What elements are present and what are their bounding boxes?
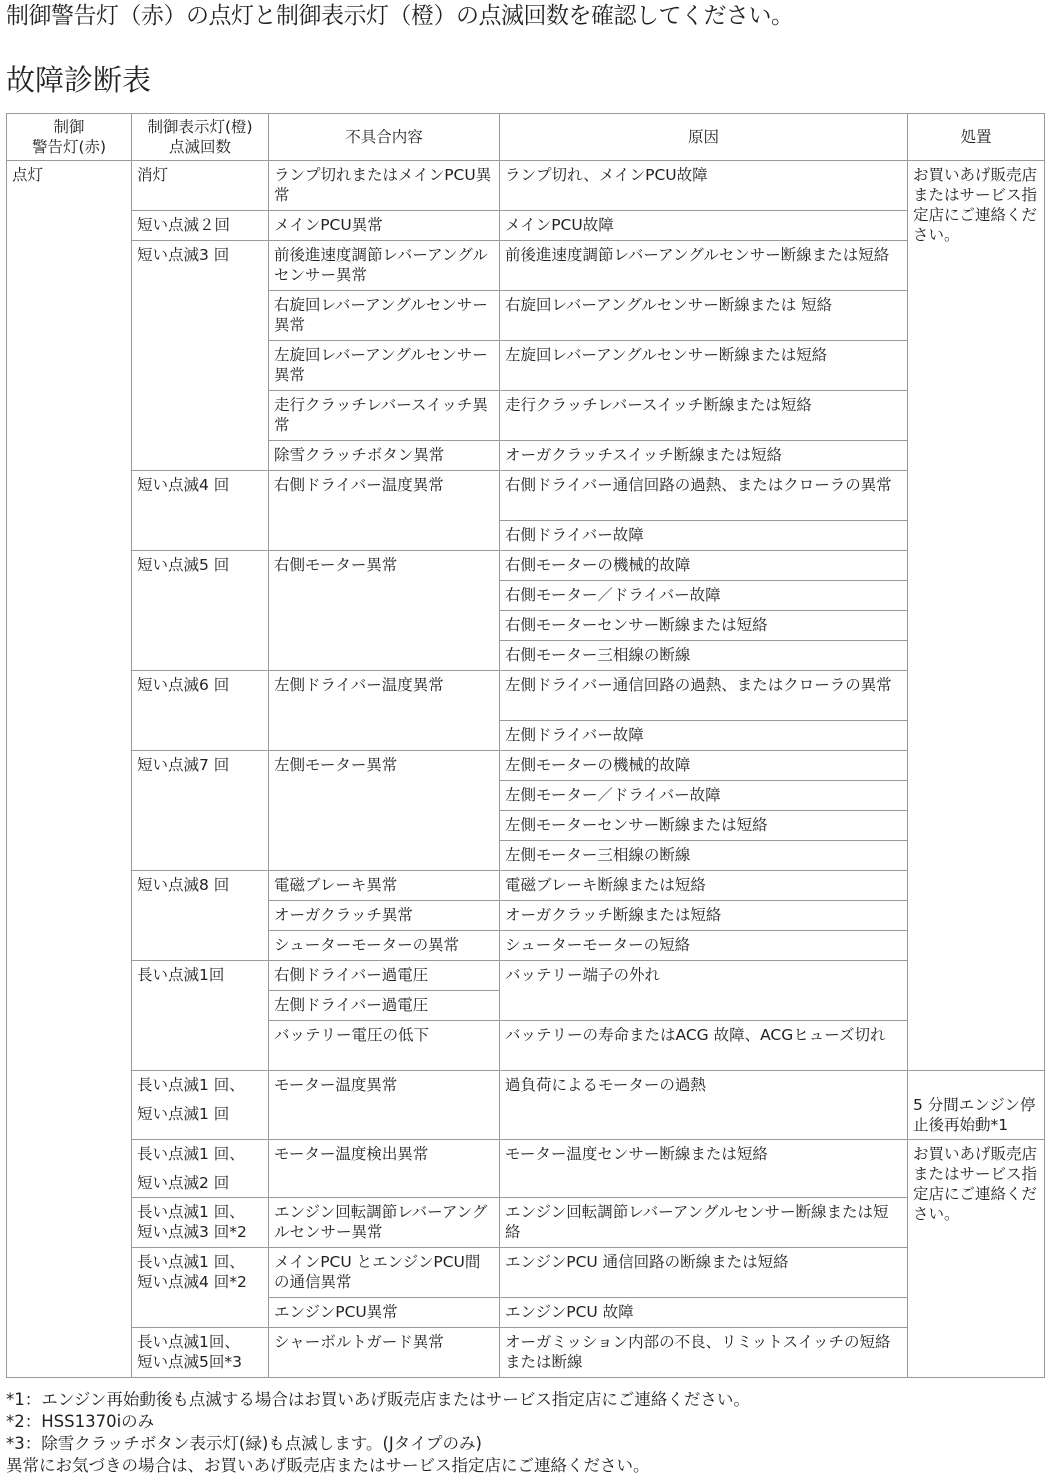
cause-cell: 右側モーターの機械的故障 — [500, 551, 908, 581]
problem-cell: オーガクラッチ異常 — [269, 901, 500, 931]
cause-cell: オーガミッション内部の不良、リミットスイッチの短絡または断線 — [500, 1328, 908, 1378]
header-problem: 不具合内容 — [269, 114, 500, 161]
header-warning-lamp-line2: 警告灯(赤) — [31, 138, 107, 156]
blink-count-cell: 短い点滅7 回 — [132, 751, 269, 871]
cause-cell: エンジンPCU 通信回路の断線または短絡 — [500, 1248, 908, 1298]
diagnosis-table — [6, 113, 1045, 1378]
blink-count-line1: 長い点滅1 回、 — [137, 1076, 245, 1094]
blink-count-line2: 短い点滅4 回*2 — [137, 1273, 247, 1291]
table-row — [7, 1198, 1045, 1248]
warning-lamp-state: 点灯 — [7, 161, 132, 1378]
cause-cell: 左側モーターの機械的故障 — [500, 751, 908, 781]
cause-cell: モーター温度センサー断線または短絡 — [500, 1140, 908, 1198]
problem-cell: モーター温度異常 — [269, 1071, 500, 1140]
problem-cell: 右旋回レバーアングルセンサー異常 — [269, 291, 500, 341]
blink-count-cell: 短い点滅4 回 — [132, 471, 269, 551]
problem-cell: 除雪クラッチボタン異常 — [269, 441, 500, 471]
cause-cell: バッテリーの寿命またはACG 故障、ACGヒューズ切れ — [500, 1021, 908, 1071]
problem-cell: シューターモーターの異常 — [269, 931, 500, 961]
problem-cell: エンジン回転調節レバーアングルセンサー異常 — [269, 1198, 500, 1248]
problem-cell: ランプ切れまたはメインPCU異常 — [269, 161, 500, 211]
action-cell-restart: 5 分間エンジン停止後再始動*1 — [908, 1071, 1045, 1140]
blink-count-line2: 短い点滅2 回 — [137, 1174, 230, 1192]
problem-cell: エンジンPCU異常 — [269, 1298, 500, 1328]
intro-text: 制御警告灯（赤）の点灯と制御表示灯（橙）の点滅回数を確認してください。 — [6, 3, 794, 29]
problem-cell: バッテリー電圧の低下 — [269, 1021, 500, 1071]
table-row — [7, 161, 1045, 211]
table-row — [7, 211, 1045, 241]
blink-count-cell: 短い点滅6 回 — [132, 671, 269, 751]
table-row — [7, 1140, 1045, 1198]
problem-cell: 右側ドライバー過電圧 — [269, 961, 500, 991]
blink-count-cell: 短い点滅２回 — [132, 211, 269, 241]
header-cause: 原因 — [500, 114, 908, 161]
cause-cell: エンジン回転調節レバーアングルセンサー断線または短絡 — [500, 1198, 908, 1248]
problem-cell: 前後進速度調節レバーアングルセンサー異常 — [269, 241, 500, 291]
blink-count-cell: 短い点滅5 回 — [132, 551, 269, 671]
problem-cell: 左旋回レバーアングルセンサー異常 — [269, 341, 500, 391]
table-row — [7, 551, 1045, 581]
cause-cell: 左側モーターセンサー断線または短絡 — [500, 811, 908, 841]
blink-count-cell — [132, 1071, 269, 1140]
blink-count-line1: 長い点滅1 回、 — [137, 1203, 245, 1221]
blink-count-line1: 長い点滅1 回、 — [137, 1145, 245, 1163]
table-row — [7, 671, 1045, 721]
header-action: 処置 — [908, 114, 1045, 161]
blink-count-line2: 短い点滅1 回 — [137, 1105, 230, 1123]
blink-count-cell: 短い点滅3 回 — [132, 241, 269, 471]
footnote-1: *1：エンジン再始動後も点滅する場合はお買いあげ販売店またはサービス指定店にご連絡ください。 — [6, 1390, 750, 1409]
problem-cell: 左側モーター異常 — [269, 751, 500, 871]
header-blink-count-line1: 制御表示灯(橙) — [147, 118, 253, 136]
cause-cell: 右側モーターセンサー断線または短絡 — [500, 611, 908, 641]
blink-count-cell: 消灯 — [132, 161, 269, 211]
header-blink-count-line2: 点滅回数 — [168, 138, 231, 156]
problem-cell: シャーボルトガード異常 — [269, 1328, 500, 1378]
footnote-2: *2：HSS1370iのみ — [6, 1412, 155, 1431]
cause-cell: ランプ切れ、メインPCU故障 — [500, 161, 908, 211]
table-header-row — [7, 114, 1045, 161]
cause-cell: エンジンPCU 故障 — [500, 1298, 908, 1328]
table-row — [7, 471, 1045, 521]
cause-cell: 左側ドライバー故障 — [500, 721, 908, 751]
problem-cell: メインPCU とエンジンPCU間の通信異常 — [269, 1248, 500, 1298]
table-row — [7, 1248, 1045, 1298]
table-row — [7, 871, 1045, 901]
blink-count-cell: 長い点滅1回 — [132, 961, 269, 1071]
footnotes — [6, 1389, 750, 1477]
cause-cell: バッテリー端子の外れ — [500, 961, 908, 1021]
cause-cell: 右側モーター／ドライバー故障 — [500, 581, 908, 611]
table-row — [7, 241, 1045, 291]
problem-cell: 左側ドライバー温度異常 — [269, 671, 500, 751]
cause-cell: 右側ドライバー通信回路の過熱、またはクローラの異常 — [500, 471, 908, 521]
cause-cell: シューターモーターの短絡 — [500, 931, 908, 961]
table-row — [7, 751, 1045, 781]
problem-cell: 左側ドライバー過電圧 — [269, 991, 500, 1021]
cause-cell: 前後進速度調節レバーアングルセンサー断線または短絡 — [500, 241, 908, 291]
blink-count-cell — [132, 1248, 269, 1328]
cause-cell: 右旋回レバーアングルセンサー断線または 短絡 — [500, 291, 908, 341]
blink-count-line2: 短い点滅3 回*2 — [137, 1223, 247, 1241]
cause-cell: 電磁ブレーキ断線または短絡 — [500, 871, 908, 901]
footnote-contact: 異常にお気づきの場合は、お買いあげ販売店またはサービス指定店にご連絡ください。 — [6, 1456, 650, 1475]
problem-cell: 走行クラッチレバースイッチ異常 — [269, 391, 500, 441]
cause-cell: 右側ドライバー故障 — [500, 521, 908, 551]
blink-count-cell — [132, 1328, 269, 1378]
cause-cell: 右側モーター三相線の断線 — [500, 641, 908, 671]
header-warning-lamp-line1: 制御 — [53, 118, 85, 136]
table-row — [7, 961, 1045, 991]
action-cell-contact: お買いあげ販売店またはサービス指定店にご連絡ください。 — [908, 161, 1045, 1071]
problem-cell: メインPCU異常 — [269, 211, 500, 241]
cause-cell: 左側ドライバー通信回路の過熱、またはクローラの異常 — [500, 671, 908, 721]
cause-cell: メインPCU故障 — [500, 211, 908, 241]
cause-cell: 走行クラッチレバースイッチ断線または短絡 — [500, 391, 908, 441]
blink-count-line1: 長い点滅1 回、 — [137, 1253, 245, 1271]
problem-cell: モーター温度検出異常 — [269, 1140, 500, 1198]
table-row — [7, 1328, 1045, 1378]
blink-count-cell — [132, 1140, 269, 1198]
problem-cell: 右側ドライバー温度異常 — [269, 471, 500, 551]
blink-count-line2: 短い点滅5回*3 — [137, 1353, 242, 1371]
table-row — [7, 1071, 1045, 1140]
blink-count-cell — [132, 1198, 269, 1248]
header-warning-lamp — [7, 114, 132, 161]
problem-cell: 右側モーター異常 — [269, 551, 500, 671]
cause-cell: 左側モーター／ドライバー故障 — [500, 781, 908, 811]
cause-cell: 左旋回レバーアングルセンサー断線または短絡 — [500, 341, 908, 391]
action-cell-contact: お買いあげ販売店またはサービス指定店にご連絡ください。 — [908, 1140, 1045, 1378]
footnote-3: *3：除雪クラッチボタン表示灯(緑)も点滅します。(Jタイプのみ) — [6, 1434, 482, 1453]
cause-cell: オーガクラッチ断線または短絡 — [500, 901, 908, 931]
problem-cell: 電磁ブレーキ異常 — [269, 871, 500, 901]
cause-cell: 左側モーター三相線の断線 — [500, 841, 908, 871]
page-title: 故障診断表 — [6, 63, 152, 97]
cause-cell: オーガクラッチスイッチ断線または短絡 — [500, 441, 908, 471]
cause-cell: 過負荷によるモーターの過熱 — [500, 1071, 908, 1140]
blink-count-line1: 長い点滅1回、 — [137, 1333, 240, 1351]
header-blink-count — [132, 114, 269, 161]
blink-count-cell: 短い点滅8 回 — [132, 871, 269, 961]
